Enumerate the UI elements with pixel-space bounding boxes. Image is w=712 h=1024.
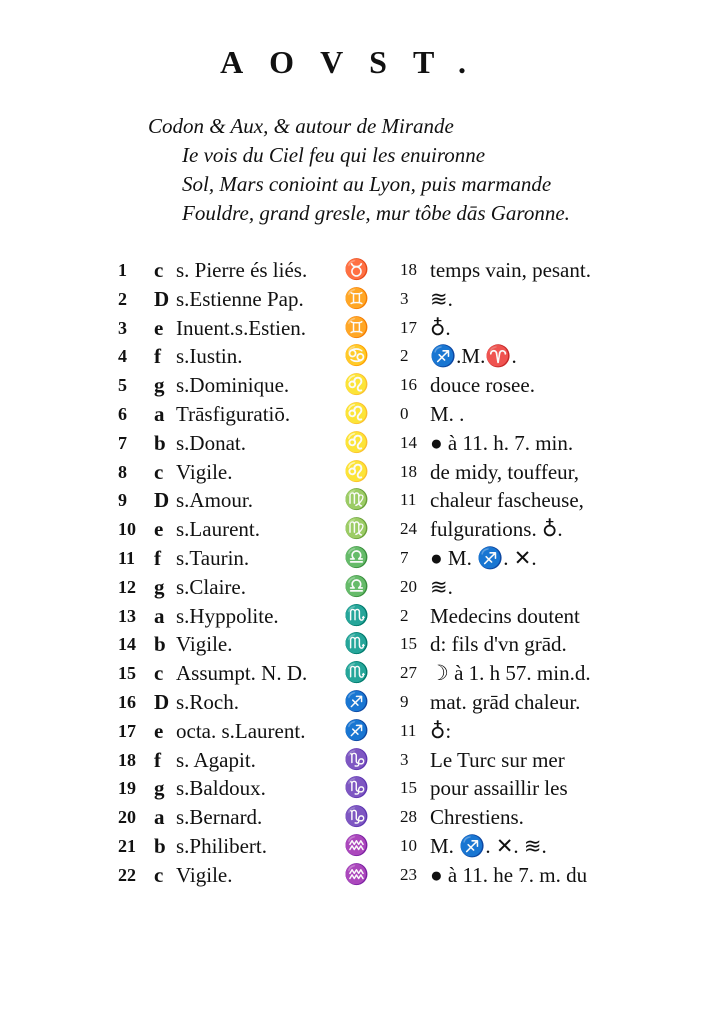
moon-degree: 3: [400, 288, 409, 308]
prophecy-quatrain: [148, 112, 668, 228]
dominical-letter: e: [154, 517, 164, 542]
dominical-letter: D: [154, 488, 170, 513]
dominical-letter: b: [154, 632, 166, 657]
calendar-row: [118, 717, 658, 746]
saint-name: s.Donat.: [176, 430, 246, 455]
day-number: 17: [118, 720, 136, 741]
dominical-letter: g: [154, 776, 165, 801]
day-number: 19: [118, 778, 136, 799]
moon-degree: 17: [400, 317, 417, 337]
day-number: 18: [118, 749, 136, 770]
dominical-letter: e: [154, 718, 164, 743]
zodiac-sign-icon: ♐: [344, 690, 369, 713]
day-number: 20: [118, 807, 136, 828]
calendar-row: [118, 256, 658, 285]
zodiac-sign-icon: ♊: [344, 316, 369, 339]
dominical-letter: f: [154, 747, 161, 772]
saint-name: octa. s.Laurent.: [176, 718, 306, 743]
calendar-row: [118, 630, 658, 659]
saint-name: s.Iustin.: [176, 344, 243, 369]
dominical-letter: b: [154, 833, 166, 858]
zodiac-sign-icon: ♌: [344, 402, 369, 425]
dominical-letter: D: [154, 689, 170, 714]
day-number: 6: [118, 403, 127, 424]
dominical-letter: f: [154, 344, 161, 369]
calendar-row: [118, 314, 658, 343]
day-number: 10: [118, 519, 136, 540]
saint-name: Vigile.: [176, 632, 233, 657]
calendar-row: [118, 544, 658, 573]
zodiac-sign-icon: ♏: [344, 633, 369, 656]
calendar-table: [118, 256, 658, 890]
moon-degree: 10: [400, 835, 417, 855]
moon-degree: 11: [400, 720, 417, 740]
day-number: 11: [118, 547, 136, 568]
weather-note: M. .: [430, 401, 465, 426]
moon-degree: 27: [400, 663, 417, 683]
moon-degree: 18: [400, 260, 417, 279]
page-title: AOVST.: [220, 44, 492, 80]
day-number: 13: [118, 605, 136, 626]
saint-name: Vigile.: [176, 862, 233, 887]
weather-note: mat. grād chaleur.: [430, 689, 581, 714]
saint-name: Inuent.s.Estien.: [176, 315, 307, 340]
day-number: 9: [118, 490, 127, 511]
day-number: 15: [118, 663, 136, 684]
weather-note: ● à 11. h. 7. min.: [430, 430, 574, 455]
calendar-row: [118, 861, 658, 890]
moon-degree: 11: [400, 490, 417, 510]
zodiac-sign-icon: ♏: [344, 604, 369, 627]
calendar-row: [118, 659, 658, 688]
weather-note: de midy, touffeur,: [430, 459, 580, 484]
saint-name: s.Dominique.: [176, 373, 290, 398]
zodiac-sign-icon: ♌: [344, 374, 369, 397]
zodiac-sign-icon: ♒: [344, 834, 369, 857]
calendar-row: [118, 688, 658, 717]
moon-degree: 2: [400, 346, 409, 366]
weather-note: M. ♐. ✕. ≋.: [430, 833, 547, 858]
weather-note: Medecins doutent: [430, 603, 580, 628]
zodiac-sign-icon: ♒: [344, 863, 369, 886]
calendar-row: [118, 746, 658, 775]
verse-line: Fouldre, grand gresle, mur tôbe dās Garonne.: [182, 201, 570, 225]
dominical-letter: e: [154, 315, 164, 340]
weather-note: Le Turc sur mer: [430, 747, 565, 772]
zodiac-sign-icon: ♑: [344, 806, 369, 829]
calendar-row: [118, 400, 658, 429]
day-number: 1: [118, 260, 127, 280]
zodiac-sign-icon: ♊: [344, 287, 369, 310]
weather-note: Chrestiens.: [430, 805, 524, 830]
day-number: 14: [118, 634, 136, 655]
zodiac-sign-icon: ♎: [344, 575, 369, 598]
moon-degree: 20: [400, 576, 417, 596]
calendar-row: [118, 342, 658, 371]
weather-note: ● M. ♐. ✕.: [430, 545, 537, 570]
weather-note: ☽ à 1. h 57. min.d.: [430, 661, 591, 686]
moon-degree: 28: [400, 807, 417, 827]
saint-name: s.Hyppolite.: [176, 603, 279, 628]
weather-note: ≋.: [430, 574, 453, 599]
weather-note: pour assaillir les: [430, 776, 568, 801]
calendar-row: [118, 515, 658, 544]
day-number: 5: [118, 375, 127, 396]
saint-name: s.Baldoux.: [176, 776, 266, 801]
zodiac-sign-icon: ♐: [344, 719, 369, 742]
weather-note: chaleur fascheuse,: [430, 488, 584, 513]
calendar-row: [118, 371, 658, 400]
zodiac-sign-icon: ♏: [344, 662, 369, 685]
moon-degree: 15: [400, 634, 417, 654]
zodiac-sign-icon: ♎: [344, 546, 369, 569]
moon-degree: 9: [400, 691, 409, 711]
day-number: 3: [118, 317, 127, 338]
weather-note: ♁.: [430, 315, 451, 340]
calendar-row: [118, 429, 658, 458]
zodiac-sign-icon: ♋: [344, 345, 369, 368]
moon-degree: 2: [400, 605, 409, 625]
moon-degree: 24: [400, 519, 417, 539]
dominical-letter: a: [154, 401, 165, 426]
moon-degree: 16: [400, 375, 417, 395]
saint-name: s.Amour.: [176, 488, 254, 513]
weather-note: d: fils d'vn grād.: [430, 632, 567, 657]
day-number: 21: [118, 835, 136, 856]
dominical-letter: D: [154, 286, 170, 311]
dominical-letter: g: [154, 373, 165, 398]
dominical-letter: g: [154, 574, 165, 599]
zodiac-sign-icon: ♍: [344, 518, 369, 541]
dominical-letter: a: [154, 603, 165, 628]
dominical-letter: c: [154, 258, 164, 282]
dominical-letter: c: [154, 459, 164, 484]
saint-name: s.Roch.: [176, 689, 239, 714]
moon-degree: 15: [400, 778, 417, 798]
moon-degree: 14: [400, 432, 417, 452]
zodiac-sign-icon: ♌: [344, 431, 369, 454]
calendar-row: [118, 573, 658, 602]
day-number: 16: [118, 691, 136, 712]
day-number: 12: [118, 576, 136, 597]
calendar-row: [118, 602, 658, 631]
day-number: 22: [118, 864, 136, 885]
saint-name: s.Estienne Pap.: [176, 286, 304, 311]
weather-note: fulgurations. ♁.: [430, 517, 563, 542]
weather-note: ♐.M.♈.: [430, 344, 517, 369]
calendar-row: [118, 832, 658, 861]
weather-note: ● à 11. he 7. m. du: [430, 862, 588, 887]
moon-degree: 18: [400, 461, 417, 481]
dominical-letter: a: [154, 805, 165, 830]
saint-name: s.Bernard.: [176, 805, 263, 830]
saint-name: s.Taurin.: [176, 545, 250, 570]
saint-name: Assumpt. N. D.: [176, 661, 308, 686]
day-number: 2: [118, 288, 127, 309]
day-number: 7: [118, 432, 127, 453]
verse-line: Sol, Mars conioint au Lyon, puis marmande: [182, 172, 552, 196]
weather-note: temps vain, pesant.: [430, 258, 591, 282]
dominical-letter: c: [154, 661, 164, 686]
calendar-row: [118, 486, 658, 515]
dominical-letter: c: [154, 862, 164, 887]
dominical-letter: b: [154, 430, 166, 455]
weather-note: douce rosee.: [430, 373, 535, 398]
day-number: 4: [118, 346, 127, 367]
weather-note: ♁:: [430, 718, 452, 743]
zodiac-sign-icon: ♍: [344, 489, 369, 512]
day-number: 8: [118, 461, 127, 482]
saint-name: Vigile.: [176, 459, 233, 484]
moon-degree: 7: [400, 547, 409, 567]
saint-name: s.Laurent.: [176, 517, 260, 542]
moon-degree: 0: [400, 403, 409, 423]
zodiac-sign-icon: ♑: [344, 777, 369, 800]
calendar-row: [118, 458, 658, 487]
moon-degree: 3: [400, 749, 409, 769]
calendar-row: [118, 285, 658, 314]
saint-name: s. Pierre és liés.: [176, 258, 308, 282]
zodiac-sign-icon: ♑: [344, 748, 369, 771]
saint-name: s.Philibert.: [176, 833, 268, 858]
saint-name: Trāsfiguratiō.: [176, 401, 291, 426]
verse-line: Codon & Aux, & autour de Mirande: [148, 114, 454, 138]
verse-line: Ie vois du Ciel feu qui les enuironne: [182, 143, 486, 167]
saint-name: s.Claire.: [176, 574, 246, 599]
zodiac-sign-icon: ♉: [344, 259, 369, 281]
zodiac-sign-icon: ♌: [344, 460, 369, 483]
calendar-row: [118, 774, 658, 803]
moon-degree: 23: [400, 864, 417, 884]
saint-name: s. Agapit.: [176, 747, 256, 772]
dominical-letter: f: [154, 545, 161, 570]
calendar-row: [118, 803, 658, 832]
weather-note: ≋.: [430, 286, 453, 311]
